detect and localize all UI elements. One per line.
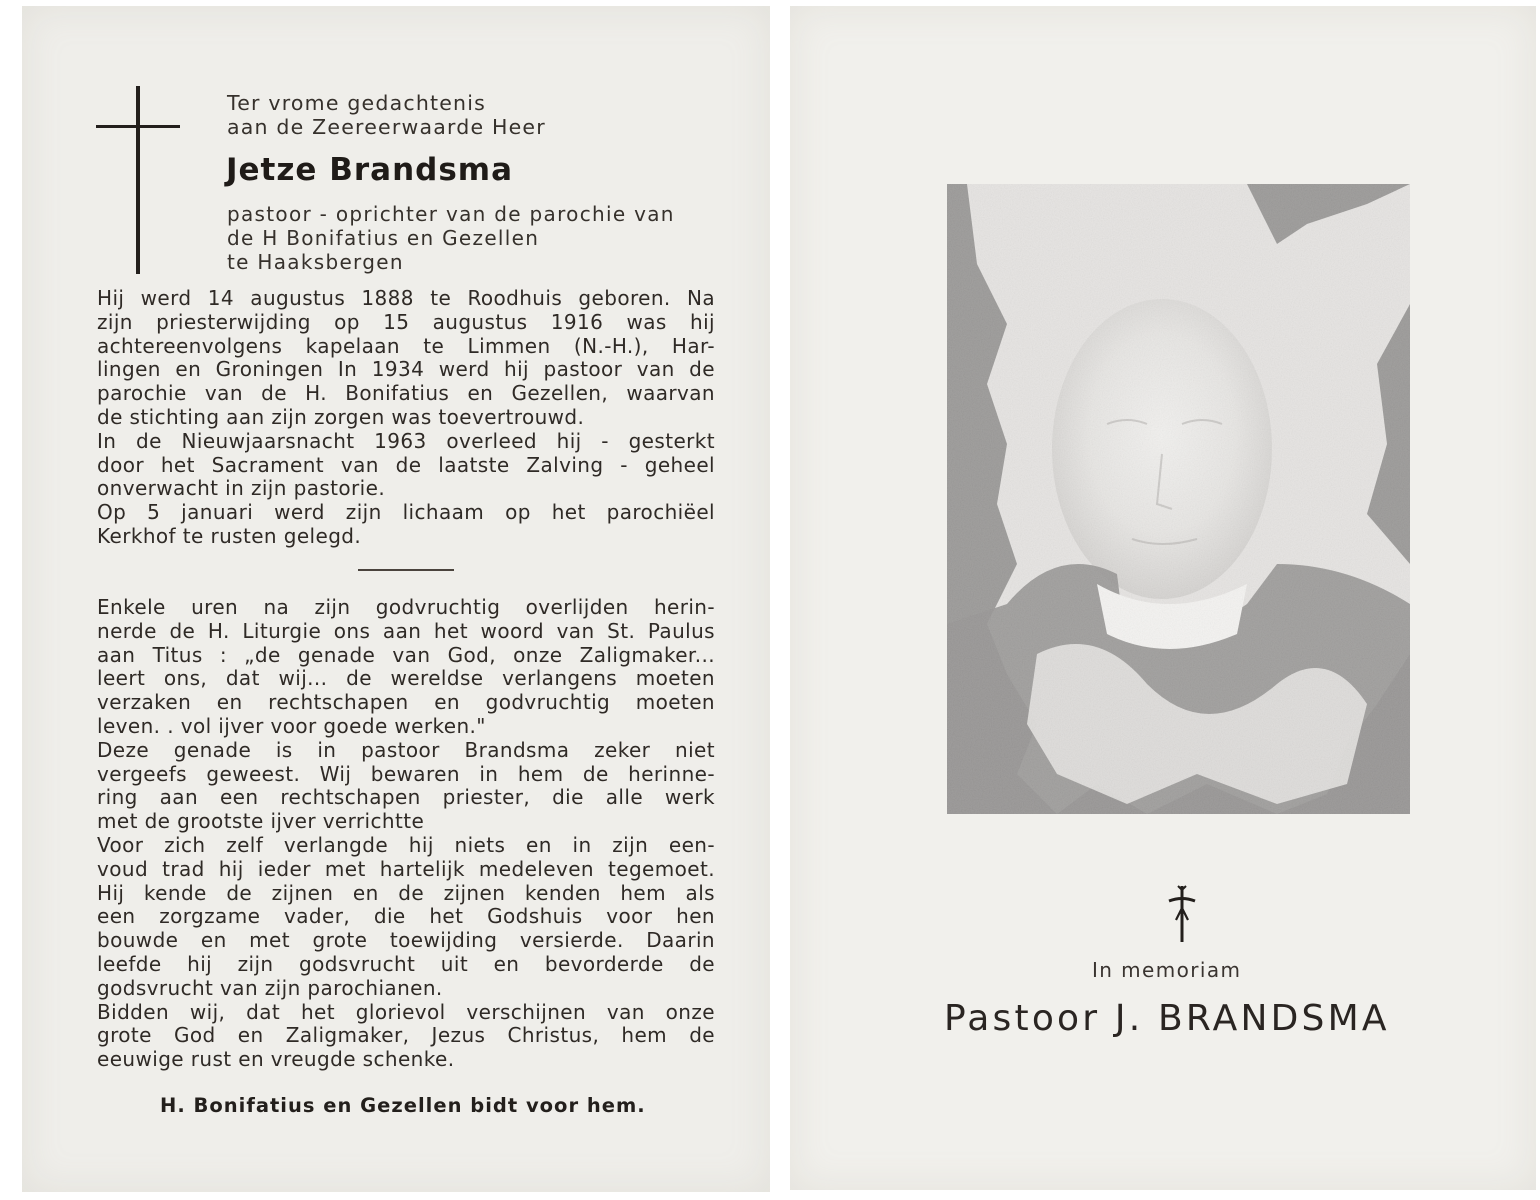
reflection-line: Voor zich zelf verlangde hij niets en in zijn een- <box>97 832 715 857</box>
bio-line: parochie van de H. Bonifatius en Gezellen, waarvan <box>97 381 715 406</box>
in-memoriam-label: In memoriam <box>1092 958 1242 982</box>
reflection-line: ring aan een rechtschapen priester, die alle werk <box>97 785 715 810</box>
cross-icon-bar <box>96 125 180 128</box>
section-divider <box>358 569 454 571</box>
reflection-line: Hij kende de zijnen en de zijnen kenden hem als <box>97 880 715 905</box>
bio-line: onverwacht in zijn pastorie. <box>97 476 386 501</box>
reflection-line: Enkele uren na zijn godvruchtig overlijden herin- <box>97 595 715 619</box>
bio-line: Op 5 januari werd zijn lichaam op het parochiëel <box>97 500 715 525</box>
reflection-line: met de grootste ijver verrichtte <box>97 809 425 834</box>
reflection-line: nerde de H. Liturgie ons aan het woord van St. Paulus <box>97 618 715 643</box>
reflection-line: voud trad hij ieder met hartelijk medeleven tegemoet. <box>97 856 715 881</box>
bio-line: lingen en Groningen In 1934 werd hij pastoor van de <box>97 357 715 382</box>
deceased-name: Jetze Brandsma <box>226 152 514 188</box>
reflection-line: een zorgzame vader, die het Godshuis voor hen <box>97 904 715 929</box>
small-cross-icon <box>1166 884 1198 944</box>
role-line-3: te Haaksbergen <box>227 250 404 274</box>
closing-prayer: H. Bonifatius en Gezellen bidt voor hem. <box>160 1094 646 1117</box>
bio-line: Hij werd 14 augustus 1888 te Roodhuis geboren. Na <box>97 286 715 310</box>
reflection-line: verzaken en rechtschapen en godvruchtig moeten <box>97 690 715 715</box>
reflection-text <box>97 596 715 1072</box>
role-line-2: de H Bonifatius en Gezellen <box>227 226 540 250</box>
reflection-line: Bidden wij, dat het glorievol verschijnen van onze <box>97 999 715 1024</box>
reflection-line: Deze genade is in pastoor Brandsma zeker niet <box>97 737 715 762</box>
reflection-line: bouwde en met grote toewijding versierde. Daarin <box>97 928 715 953</box>
bio-line: door het Sacrament van de laatste Zalving - geheel <box>97 452 715 477</box>
reflection-line: eeuwige rust en vreugde schenke. <box>97 1047 455 1072</box>
reflection-line: leefde hij zijn godsvrucht uit en bevorderde de <box>97 951 715 976</box>
bio-line: In de Nieuwjaarsnacht 1963 overleed hij - gesterkt <box>97 428 715 453</box>
reflection-line: grote God en Zaligmaker, Jezus Christus, hem de <box>97 1023 715 1048</box>
portrait-photo <box>947 184 1410 814</box>
reflection-line: leert ons, dat wij... de wereldse verlangens moeten <box>97 666 715 691</box>
biography-text <box>97 287 715 549</box>
bio-line: de stichting aan zijn zorgen was toevertrouwd. <box>97 404 585 429</box>
memorial-title: Pastoor J. BRANDSMA <box>944 998 1390 1039</box>
cross-icon <box>136 86 140 274</box>
bio-line: Kerkhof te rusten gelegd. <box>97 523 362 548</box>
dedication-line-1: Ter vrome gedachtenis <box>227 91 487 115</box>
reflection-line: godsvrucht van zijn parochianen. <box>97 975 443 1000</box>
dedication-line-2: aan de Zeereerwaarde Heer <box>227 115 546 139</box>
reflection-line: leven. . vol ijver voor goede werken." <box>97 713 486 738</box>
role-line-1: pastoor - oprichter van de parochie van <box>227 202 675 226</box>
bio-line: achtereenvolgens kapelaan te Limmen (N.-H.), Har- <box>97 333 715 358</box>
reflection-line: aan Titus : „de genade van God, onze Zaligmaker... <box>97 642 715 667</box>
reflection-line: vergeefs geweest. Wij bewaren in hem de herinne- <box>97 761 715 786</box>
bio-line: zijn priesterwijding op 15 augustus 1916 was hij <box>97 309 715 334</box>
portrait-image <box>947 184 1410 814</box>
